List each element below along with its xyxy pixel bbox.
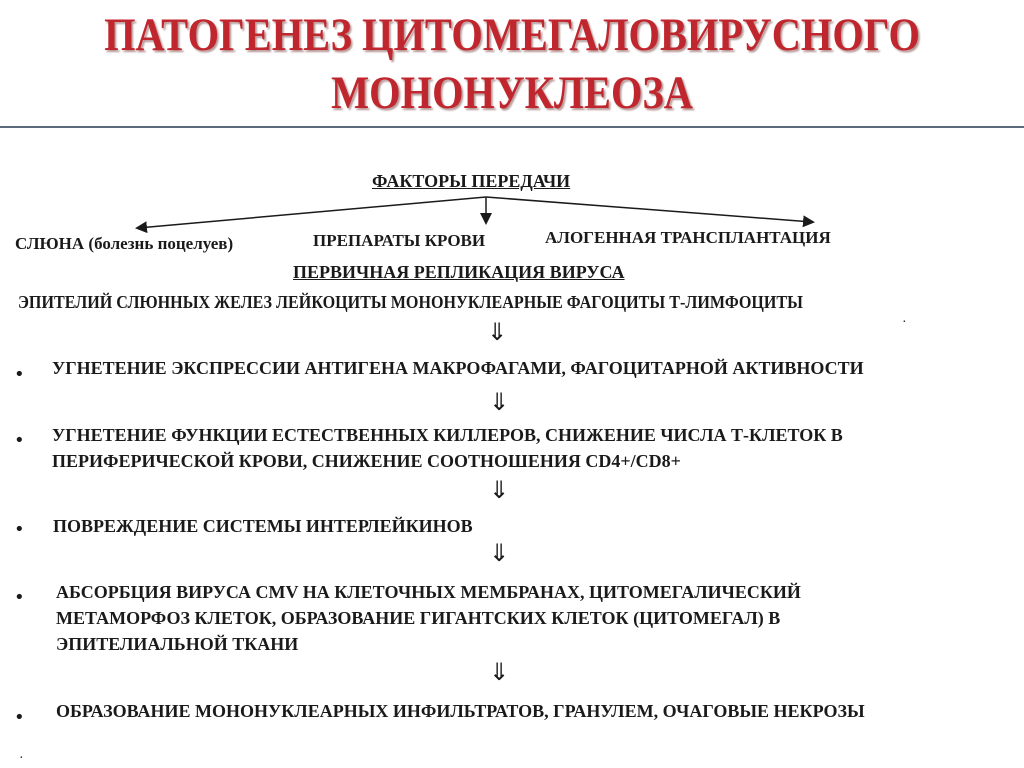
step-3-bullet: • [14,519,25,540]
transmission-transplant: АЛОГЕННАЯ ТРАНСПЛАНТАЦИЯ [545,228,831,247]
transmission-blood-products: ПРЕПАРАТЫ КРОВИ [313,231,486,250]
arrow-to-transplant [486,197,812,222]
step-4-text-line-3: ЭПИТЕЛИАЛЬНОЙ ТКАНИ [56,634,299,654]
title-line-2: МОНОНУКЛЕОЗА [331,67,693,119]
step-1-text: УГНЕТЕНИЕ ЭКСПРЕССИИ АНТИГЕНА МАКРОФАГАМИ, ФАГОЦИТАРНОЙ АКТИВНОСТИ [52,358,864,378]
step-4-bullet: • [14,587,25,608]
step-2-text-line-2: ПЕРИФЕРИЧЕСКОЙ КРОВИ, СНИЖЕНИЕ СООТНОШЕНИЯ CD4+/CD8+ [52,451,681,471]
step-4-text-line-1: АБСОРБЦИЯ ВИРУСА CMV НА КЛЕТОЧНЫХ МЕМБРАНАХ, ЦИТОМЕГАЛИЧЕСКИЙ [56,582,801,602]
decorative-dot: · [902,315,907,330]
flow-arrow-4: ⇓ [489,539,510,567]
flow-arrow-2: ⇓ [489,388,510,416]
transmission-saliva: СЛЮНА (болезнь поцелуев) [15,234,234,253]
step-5-bullet: • [14,707,25,728]
transmission-header: ФАКТОРЫ ПЕРЕДАЧИ [372,171,571,191]
flow-arrow-3: ⇓ [489,476,510,504]
step-1-bullet: • [14,364,25,385]
title-line-1: ПАТОГЕНЕЗ ЦИТОМЕГАЛОВИРУСНОГО [104,9,920,61]
step-2-bullet: • [14,430,25,451]
step-3-text: ПОВРЕЖДЕНИЕ СИСТЕМЫ ИНТЕРЛЕЙКИНОВ [53,516,473,536]
step-4-text-line-2: МЕТАМОРФОЗ КЛЕТОК, ОБРАЗОВАНИЕ ГИГАНТСКИХ КЛЕТОК (ЦИТОМЕГАЛ) В [56,608,781,628]
flow-arrow-1: ⇓ [487,318,508,346]
step-5-text: ОБРАЗОВАНИЕ МОНОНУКЛЕАРНЫХ ИНФИЛЬТРАТОВ, ГРАНУЛЕМ, ОЧАГОВЫЕ НЕКРОЗЫ [56,701,865,721]
replication-targets: ЭПИТЕЛИЙ СЛЮННЫХ ЖЕЛЕЗ ЛЕЙКОЦИТЫ МОНОНУКЛЕАРНЫЕ ФАГОЦИТЫ Т-ЛИМФОЦИТЫ [18,292,803,312]
decorative-dot-bottom: · [19,751,24,766]
arrow-to-saliva [138,197,486,228]
step-2-text-line-1: УГНЕТЕНИЕ ФУНКЦИИ ЕСТЕСТВЕННЫХ КИЛЛЕРОВ, СНИЖЕНИЕ ЧИСЛА Т-КЛЕТОК В [52,425,843,445]
replication-header: ПЕРВИЧНАЯ РЕПЛИКАЦИЯ ВИРУСА [293,262,625,282]
flow-arrow-5: ⇓ [489,658,510,686]
